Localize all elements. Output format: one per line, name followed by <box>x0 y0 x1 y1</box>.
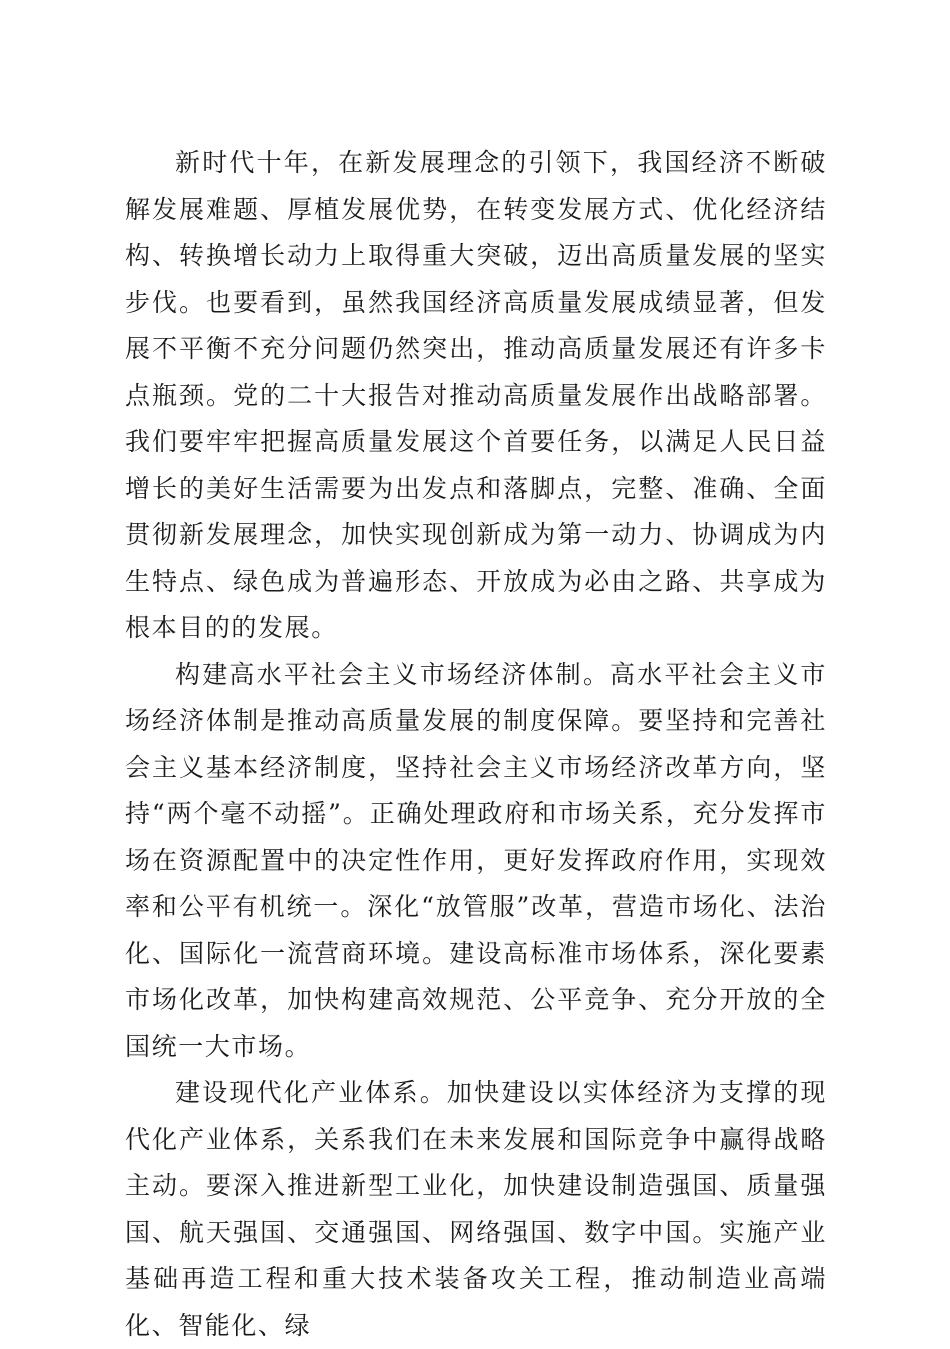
paragraph-intro: 新时代十年，在新发展理念的引领下，我国经济不断破解发展难题、厚植发展优势，在转变发展方式、优化经济结构、转换增长动力上取得重大突破，迈出高质量发展的坚实步伐。也要看到，虽然我国经济高质量发展成绩显著，但发展不平衡不充分问题仍然突出，推动高质量发展还有许多卡点瓶颈。党的二十大报告对推动高质量发展作出战略部署。我们要牢牢把握高质量发展这个首要任务，以满足人民日益增长的美好生活需要为出发点和落脚点，完整、准确、全面贯彻新发展理念，加快实现创新成为第一动力、协调成为内生特点、绿色成为普遍形态、开放成为必由之路、共享成为根本目的的发展。 <box>125 148 827 642</box>
paragraph-industrial-system: 建设现代化产业体系。加快建设以实体经济为支撑的现代化产业体系，关系我们在未来发展和国际竞争中赢得战略主动。要深入推进新型工业化，加快建设制造强国、质量强国、航天强国、交通强国、网络强国、数字中国。实施产业基础再造工程和重大技术装备攻关工程，推动制造业高端化、智能化、绿 <box>125 1078 827 1340</box>
document-body <box>125 140 827 1349</box>
paragraph-market-economy: 构建高水平社会主义市场经济体制。高水平社会主义市场经济体制是推动高质量发展的制度保障。要坚持和完善社会主义基本经济制度，坚持社会主义市场经济改革方向，坚持“两个毫不动摇”。正确处理政府和市场关系，充分发挥市场在资源配置中的决定性作用，更好发挥政府作用，实现效率和公平有机统一。深化“放管服”改革，营造市场化、法治化、国际化一流营商环境。建设高标准市场体系，深化要素市场化改革，加快构建高效规范、公平竞争、充分开放的全国统一大市场。 <box>125 659 827 1061</box>
